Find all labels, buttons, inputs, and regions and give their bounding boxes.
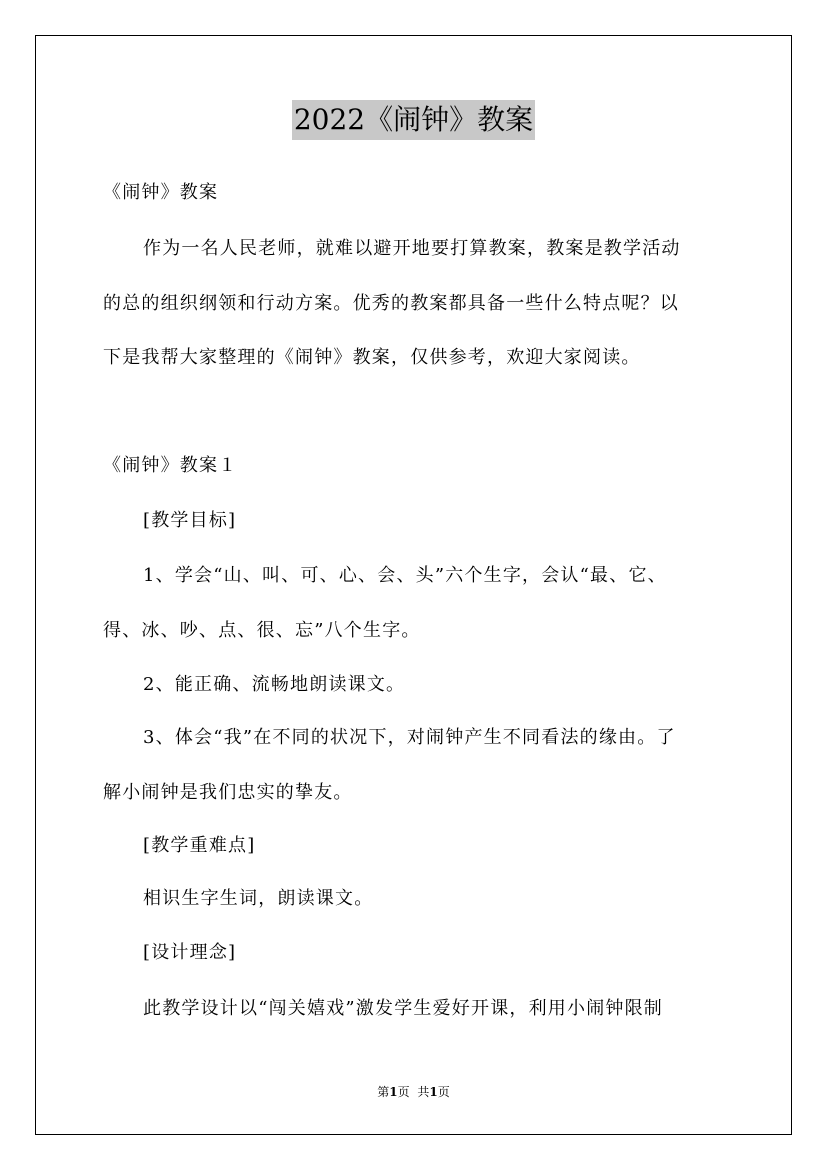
- footer-total-number: 1: [429, 1085, 438, 1099]
- paragraph-line: 1、学会“山、叫、可、心、会、头”六个生字，会认“最、它、: [143, 565, 667, 586]
- footer-page-number: 1: [389, 1085, 398, 1099]
- document-title: 2022《闹钟》教案: [292, 100, 535, 140]
- paragraph-line: 此教学设计以“闯关嬉戏”激发学生爱好开课，利用小闹钟限制: [143, 998, 664, 1019]
- paragraph-line: 解小闹钟是我们忠实的挚友。: [103, 782, 353, 803]
- paragraph-line: 得、冰、吵、点、很、忘”八个生字。: [103, 620, 421, 641]
- section-heading-intro: 《闹钟》教案: [103, 182, 219, 203]
- subheading-objectives: [教学目标]: [143, 510, 237, 531]
- footer-total-suffix: 页: [437, 1085, 450, 1099]
- page-footer: [0, 1084, 827, 1100]
- title-container: [0, 100, 827, 140]
- footer-total-prefix: 共: [417, 1085, 430, 1099]
- paragraph-line: 作为一名人民老师，就难以避开地要打算教案，教案是教学活动: [143, 238, 681, 259]
- paragraph-line: 的总的组织纲领和行动方案。优秀的教案都具备一些什么特点呢？以: [103, 293, 679, 314]
- footer-page-prefix: 第: [377, 1085, 390, 1099]
- paragraph-line: 下是我帮大家整理的《闹钟》教案，仅供参考，欢迎大家阅读。: [103, 347, 641, 368]
- section-heading-1: 《闹钟》教案１: [103, 455, 238, 476]
- footer-page-suffix: 页: [397, 1085, 410, 1099]
- paragraph-line: 2、能正确、流畅地朗读课文。: [143, 674, 406, 695]
- subheading-key-points: [教学重难点]: [143, 835, 256, 856]
- paragraph-line: 3、体会“我”在不同的状况下，对闹钟产生不同看法的缘由。了: [143, 727, 676, 748]
- subheading-design-concept: [设计理念]: [143, 942, 237, 963]
- paragraph-line: 相识生字生词，朗读课文。: [143, 888, 374, 909]
